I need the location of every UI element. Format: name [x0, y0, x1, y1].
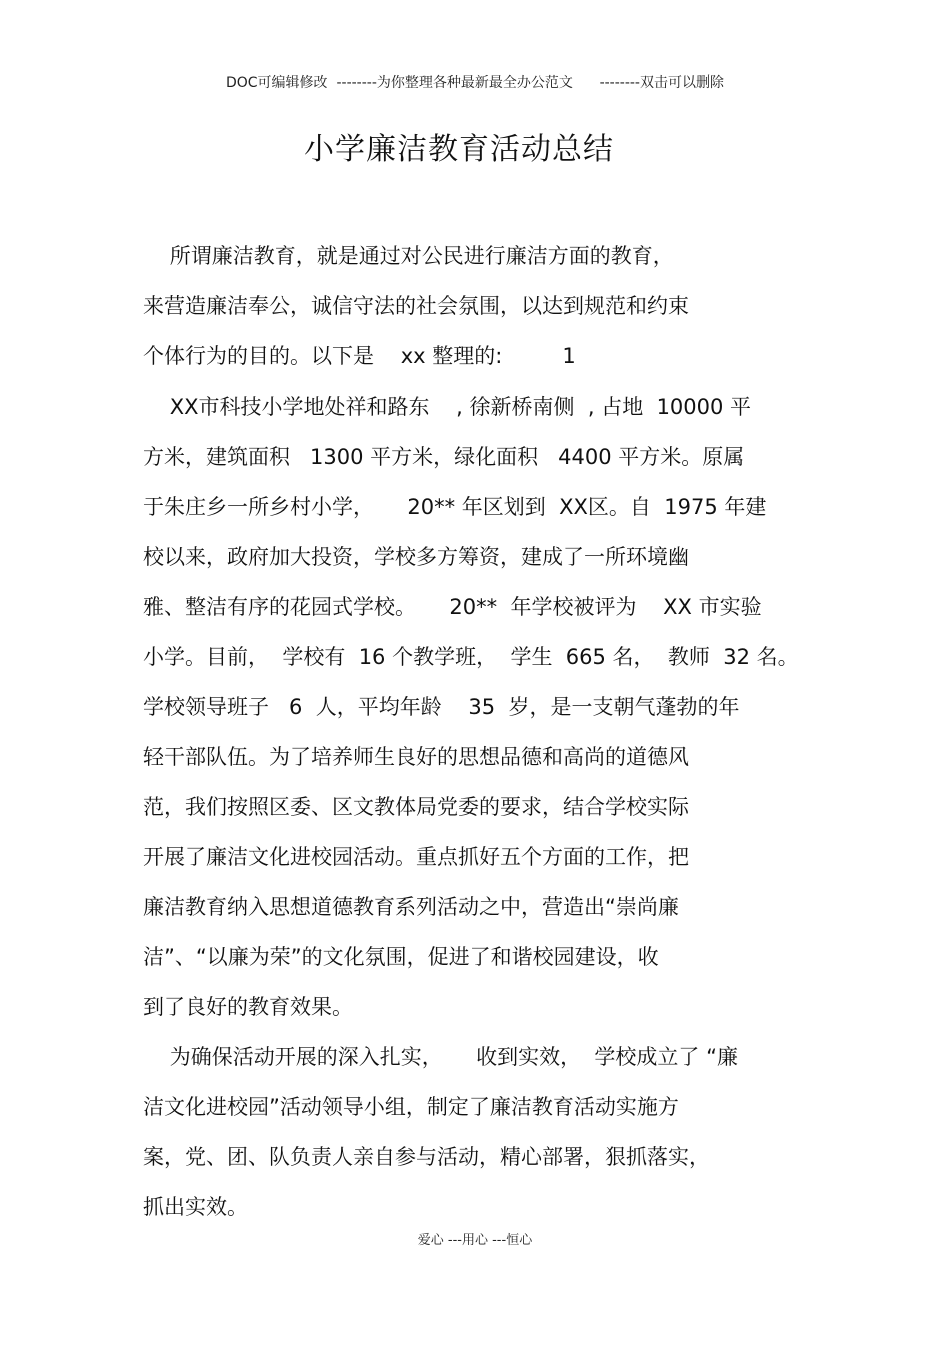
body-line-14: 廉洁教育纳入思想道德教育系列活动之中，营造出“崇尚廉 — [143, 895, 679, 919]
body-line-2: 来营造廉洁奉公，诚信守法的社会氛围，以达到规范和约束 — [143, 294, 689, 318]
body-line-7: 校以来，政府加大投资，学校多方筹资，建成了一所环境幽 — [143, 545, 689, 569]
body-line-10: 学校领导班子 6 人，平均年龄 35 岁，是一支朝气蓬勃的年 — [143, 695, 740, 719]
body-line-13: 开展了廉洁文化进校园活动。重点抓好五个方面的工作，把 — [143, 845, 689, 869]
body-line-19: 案，党、团、队负责人亲自参与活动，精心部署，狠抓落实， — [143, 1145, 710, 1169]
body-line-15: 洁”、“以廉为荣”的文化氛围，促进了和谐校园建设，收 — [143, 945, 659, 969]
body-line-9: 小学。目前， 学校有 16 个教学班， 学生 665 名， 教师 32 名。 — [143, 645, 799, 669]
page-header: DOC可编辑修改 --------为你整理各种最新最全办公范文 --------双击可以删除 — [225, 75, 724, 91]
body-line-18: 洁文化进校园”活动领导小组，制定了廉洁教育活动实施方 — [143, 1095, 679, 1119]
body-line-6: 于朱庄乡一所乡村小学， 20** 年区划到 XX区。自 1975 年建 — [143, 495, 767, 519]
body-line-20: 抓出实效。 — [143, 1195, 248, 1219]
body-line-3: 个体行为的目的。以下是 xx 整理的: 1 — [143, 344, 576, 368]
document-title: 小学廉洁教育活动总结 — [304, 132, 614, 167]
body-line-1: 所谓廉洁教育，就是通过对公民进行廉洁方面的教育， — [143, 244, 674, 268]
body-line-17: 为确保活动开展的深入扎实， 收到实效， 学校成立了 “廉 — [143, 1045, 738, 1069]
body-line-4: XX市科技小学地处祥和路东 , 徐新桥南侧 , 占地 10000 平 — [143, 395, 752, 419]
body-line-16: 到了良好的教育效果。 — [143, 995, 353, 1019]
body-line-5: 方米，建筑面积 1300 平方米，绿化面积 4400 平方米。原属 — [143, 445, 745, 469]
body-line-12: 范，我们按照区委、区文教体局党委的要求，结合学校实际 — [143, 795, 689, 819]
page-footer: 爱心 ---用心 ---恒心 — [417, 1233, 533, 1248]
body-line-8: 雅、整洁有序的花园式学校。 20** 年学校被评为 XX 市实验 — [143, 595, 762, 619]
body-line-11: 轻干部队伍。为了培养师生良好的思想品德和高尚的道德风 — [143, 745, 689, 769]
